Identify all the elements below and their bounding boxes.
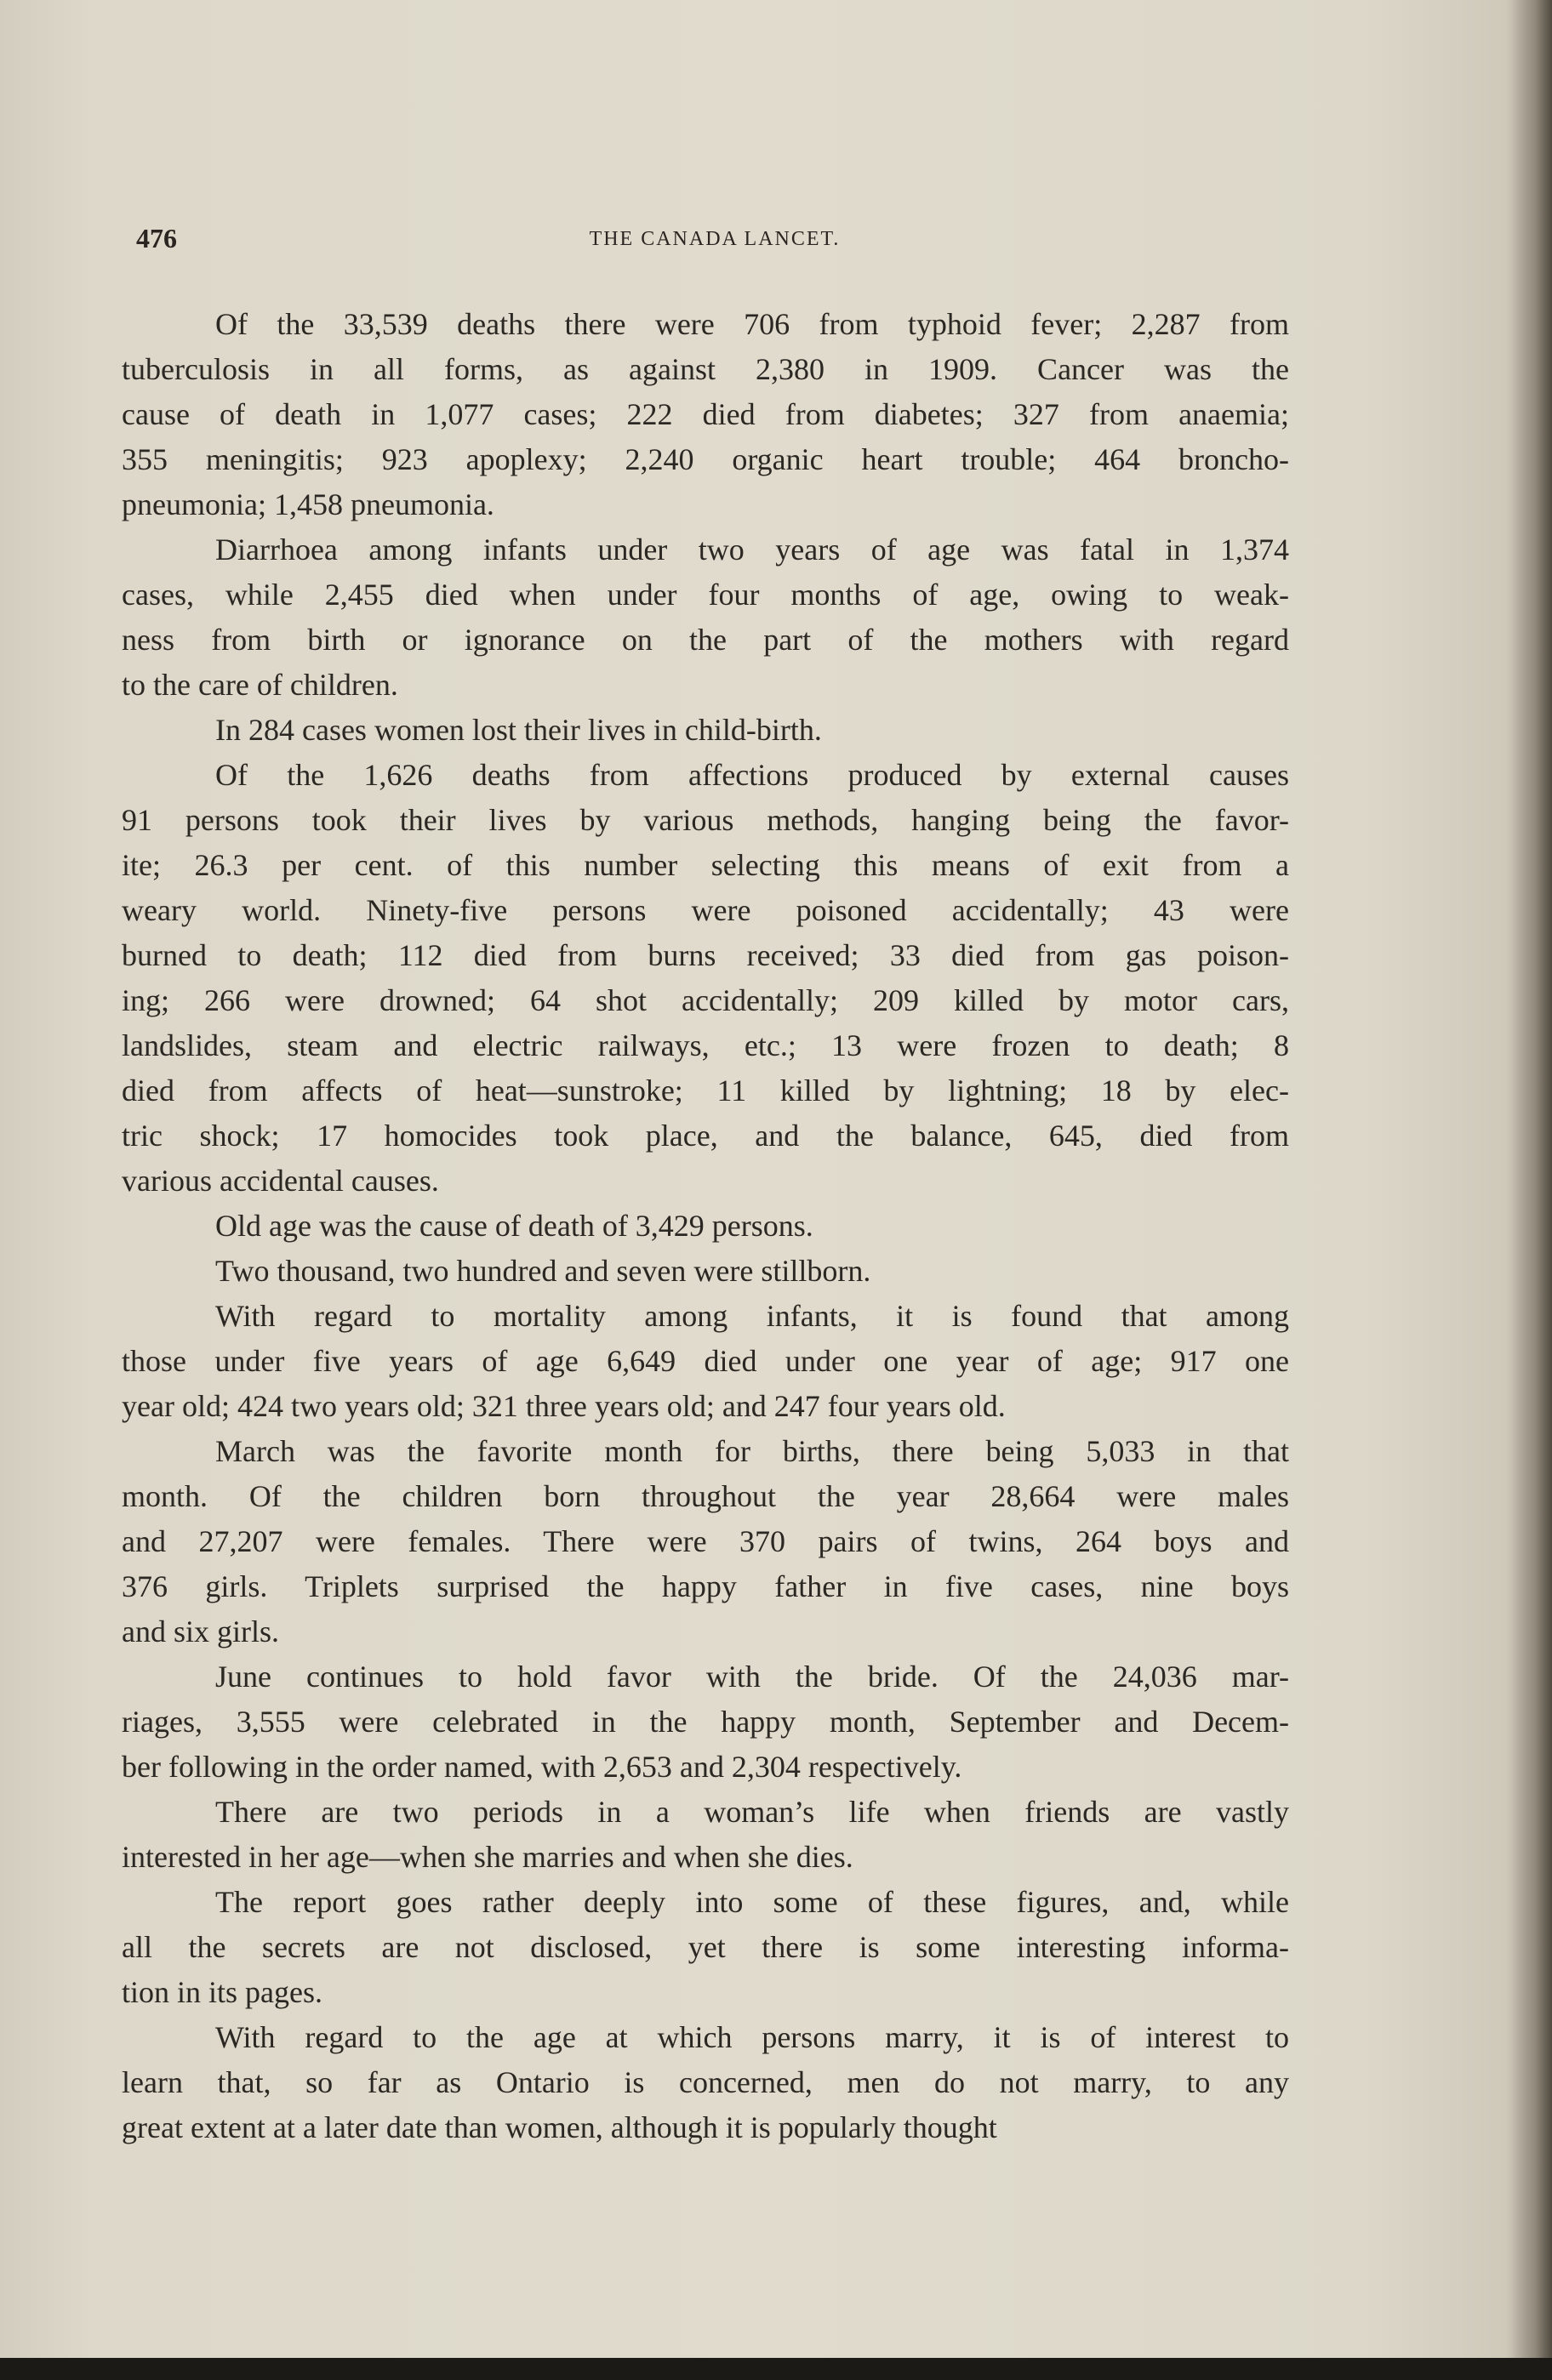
text-line: ing; 266 were drowned; 64 shot accidentally; 209 killed by motor cars, (122, 983, 1289, 1017)
text-line: tric shock; 17 homocides took place, and the balance, 645, died from (122, 1119, 1289, 1153)
text-line: and six girls. (122, 1614, 279, 1648)
text-line: interested in her age—when she marries and when she dies. (122, 1840, 853, 1874)
text-line: pneumonia; 1,458 pneumonia. (122, 487, 494, 521)
paragraph (122, 1654, 1289, 1790)
paragraph (122, 753, 1289, 1204)
text-line: cause of death in 1,077 cases; 222 died from diabetes; 327 from anaemia; (122, 397, 1289, 431)
paragraph (122, 302, 1289, 527)
text-line: There are two periods in a woman’s life when friends are vastly (215, 1795, 1289, 1829)
text-line: 376 girls. Triplets surprised the happy father in five cases, nine boys (122, 1569, 1289, 1603)
text-line: cases, while 2,455 died when under four months of age, owing to weak- (122, 578, 1289, 612)
text-line: Of the 1,626 deaths from affections produced by external causes (215, 758, 1289, 792)
text-line: riages, 3,555 were celebrated in the happy month, September and Decem- (122, 1705, 1289, 1739)
text-line: all the secrets are not disclosed, yet there is some interesting informa- (122, 1930, 1289, 1964)
text-line: The report goes rather deeply into some of these figures, and, while (215, 1885, 1289, 1919)
paragraph (122, 1429, 1289, 1654)
paragraph (122, 1790, 1289, 1880)
text-line: great extent at a later date than women, although it is popularly thought (122, 2110, 997, 2144)
text-line: With regard to the age at which persons marry, it is of interest to (215, 2020, 1289, 2054)
text-line: died from affects of heat—sunstroke; 11 killed by lightning; 18 by elec- (122, 1073, 1289, 1107)
text-line: 91 persons took their lives by various methods, hanging being the favor- (122, 803, 1289, 837)
text-line: tion in its pages. (122, 1975, 322, 2009)
paragraph (122, 1204, 1289, 1249)
text-line: June continues to hold favor with the bride. Of the 24,036 mar- (215, 1660, 1289, 1694)
paragraph (122, 708, 1289, 753)
text-line: to the care of children. (122, 668, 398, 702)
text-line: Of the 33,539 deaths there were 706 from typhoid fever; 2,287 from (215, 307, 1289, 341)
text-line: those under five years of age 6,649 died under one year of age; 917 one (122, 1344, 1289, 1378)
text-line: With regard to mortality among infants, it is found that among (215, 1299, 1289, 1333)
text-line: weary world. Ninety-five persons were poisoned accidentally; 43 were (122, 893, 1289, 927)
text-line: burned to death; 112 died from burns received; 33 died from gas poison- (122, 938, 1289, 972)
text-line: month. Of the children born throughout the year 28,664 were males (122, 1479, 1289, 1513)
book-spine-shadow (1511, 0, 1552, 2380)
article-body (122, 302, 1289, 2150)
text-line: 355 meningitis; 923 apoplexy; 2,240 organic heart trouble; 464 broncho- (122, 442, 1289, 476)
text-line: In 284 cases women lost their lives in child-birth. (215, 713, 822, 747)
text-line: Two thousand, two hundred and seven were stillborn. (215, 1254, 871, 1288)
text-line: tuberculosis in all forms, as against 2,380 in 1909. Cancer was the (122, 352, 1289, 386)
text-line: Diarrhoea among infants under two years of age was fatal in 1,374 (215, 532, 1289, 567)
scan-bottom-edge (0, 2358, 1552, 2380)
text-line: ber following in the order named, with 2,653 and 2,304 respectively. (122, 1750, 962, 1784)
text-line: year old; 424 two years old; 321 three years old; and 247 four years old. (122, 1389, 1006, 1423)
text-line: and 27,207 were females. There were 370 pairs of twins, 264 boys and (122, 1524, 1289, 1558)
page-header (136, 223, 1293, 257)
text-line: landslides, steam and electric railways, etc.; 13 were frozen to death; 8 (122, 1028, 1289, 1062)
paragraph (122, 2015, 1289, 2150)
text-line: Old age was the cause of death of 3,429 persons. (215, 1209, 813, 1243)
paragraph (122, 527, 1289, 708)
text-line: March was the favorite month for births, there being 5,033 in that (215, 1434, 1289, 1468)
running-head: THE CANADA LANCET. (589, 228, 841, 250)
page-number: 476 (136, 223, 177, 253)
text-line: ite; 26.3 per cent. of this number selecting this means of exit from a (122, 848, 1289, 882)
text-line: ness from birth or ignorance on the part of the mothers with regard (122, 623, 1289, 657)
paragraph (122, 1880, 1289, 2015)
text-line: various accidental causes. (122, 1164, 439, 1198)
paragraph (122, 1249, 1289, 1294)
text-line: learn that, so far as Ontario is concerned, men do not marry, to any (122, 2065, 1289, 2099)
paragraph (122, 1294, 1289, 1429)
